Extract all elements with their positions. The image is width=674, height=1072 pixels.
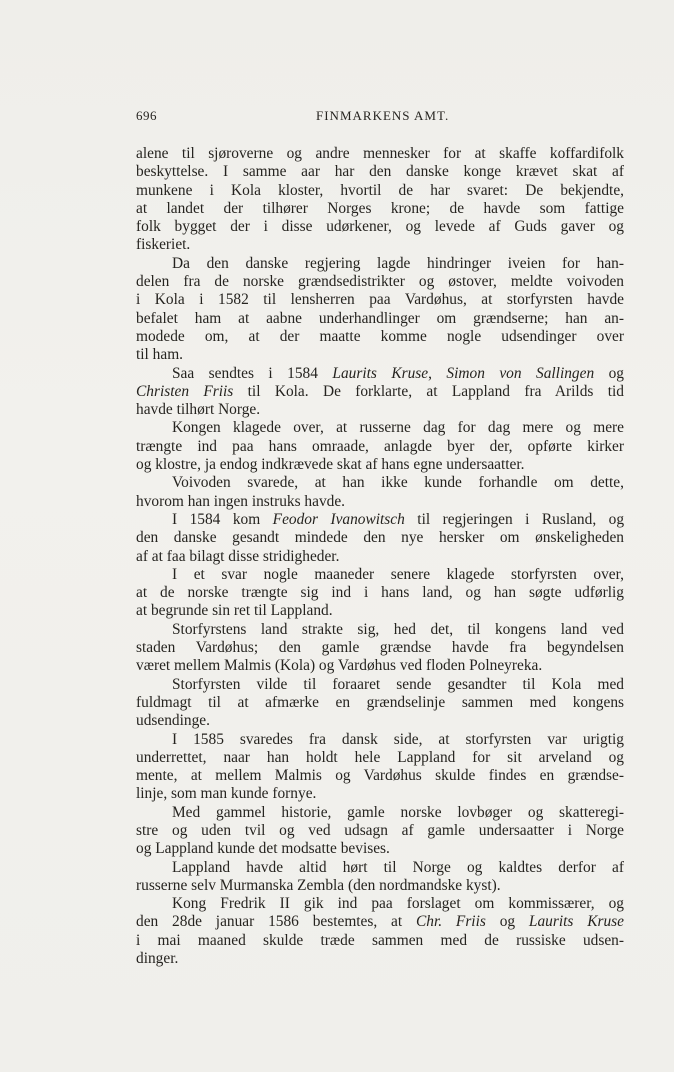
italic-name: Feodor Ivanowitsch bbox=[272, 510, 405, 528]
text-line bbox=[136, 291, 624, 309]
paragraph bbox=[136, 731, 624, 804]
text-segment: af at faa bilagt disse stridigheder. bbox=[136, 547, 340, 565]
text-segment: stre og uden tvil og ved udsagn af gamle undersaatter i Norge bbox=[136, 821, 624, 839]
text-segment: delen fra de norske grændsedistrikter og østover, meldte voivoden bbox=[136, 273, 624, 291]
text-line bbox=[136, 511, 624, 529]
text-line bbox=[136, 310, 624, 328]
text-line bbox=[136, 785, 624, 803]
paragraph bbox=[136, 566, 624, 621]
text-line bbox=[136, 346, 624, 364]
text-line bbox=[136, 749, 624, 767]
text-line bbox=[136, 438, 624, 456]
text-segment: fuldmagt til at afmærke en grændselinje sammen med kongens bbox=[136, 693, 624, 711]
text-segment: staden Vardøhus; den gamle grændse havde fra begyndelsen bbox=[136, 639, 624, 657]
text-segment: linje, som man kunde fornye. bbox=[136, 785, 317, 803]
paragraph bbox=[136, 859, 624, 896]
text-line bbox=[136, 182, 624, 200]
text-line bbox=[136, 218, 624, 236]
text-segment: at begrunde sin ret til Lappland. bbox=[136, 602, 333, 620]
text-line bbox=[136, 657, 624, 675]
text-line bbox=[136, 566, 624, 584]
body-text bbox=[136, 145, 624, 968]
text-segment: og bbox=[485, 913, 529, 931]
paragraph bbox=[136, 255, 624, 365]
text-segment: havde tilhørt Norge. bbox=[136, 401, 261, 419]
text-segment: til Kola. De forklarte, at Lappland fra Arilds tid bbox=[233, 382, 624, 400]
italic-name: Chr. Friis bbox=[416, 913, 486, 931]
text-line bbox=[136, 913, 624, 931]
text-segment: Lappland havde altid hørt til Norge og kaldtes derfor af bbox=[172, 858, 624, 876]
text-segment: Med gammel historie, gamle norske lovbøger og skatteregi- bbox=[172, 803, 624, 821]
text-segment: I et svar nogle maaneder senere klagede storfyrsten over, bbox=[172, 565, 624, 583]
text-line bbox=[136, 731, 624, 749]
text-segment: været mellem Malmis (Kola) og Vardøhus ved floden Polneyreka. bbox=[136, 657, 543, 675]
text-line bbox=[136, 822, 624, 840]
paragraph bbox=[136, 895, 624, 968]
text-segment: Storfyrstens land strakte sig, hed det, til kongens land ved bbox=[172, 620, 624, 638]
text-line bbox=[136, 895, 624, 913]
text-segment: fiskeriet. bbox=[136, 236, 191, 254]
text-segment: at de norske trængte sig ind i hans land, og han søgte udførlig bbox=[136, 584, 624, 602]
text-segment: at landet der tilhører Norges krone; de havde som fattige bbox=[136, 199, 624, 217]
text-segment: i mai maaned skulde træde sammen med de russiske udsen- bbox=[136, 931, 624, 949]
text-line bbox=[136, 236, 624, 254]
text-line bbox=[136, 474, 624, 492]
text-segment: til ham. bbox=[136, 346, 184, 364]
text-line bbox=[136, 694, 624, 712]
text-line bbox=[136, 676, 624, 694]
text-segment: folk bygget der i disse udørkener, og levede af Guds gaver og bbox=[136, 218, 624, 236]
page-header bbox=[136, 108, 624, 128]
text-line bbox=[136, 200, 624, 218]
italic-name: Laurits Kruse bbox=[332, 364, 429, 382]
italic-name: Laurits Kruse bbox=[528, 913, 625, 931]
text-segment: I 1584 kom bbox=[172, 510, 273, 528]
text-segment: dinger. bbox=[136, 950, 179, 968]
text-line bbox=[136, 950, 624, 968]
text-segment: i Kola i 1582 til lensherren paa Vardøhus, at storfyrsten havde bbox=[136, 291, 624, 309]
text-line bbox=[136, 255, 624, 273]
paragraph bbox=[136, 511, 624, 566]
text-segment: Saa sendtes i 1584 bbox=[172, 364, 333, 382]
running-title: FINMARKENS AMT. bbox=[316, 108, 450, 123]
text-segment: og Lappland kunde det modsatte bevises. bbox=[136, 840, 390, 858]
text-line bbox=[136, 859, 624, 877]
text-segment: Storfyrsten vilde til foraaret sende gesandter til Kola med bbox=[172, 675, 624, 693]
text-segment: hvorom han ingen instruks havde. bbox=[136, 492, 346, 510]
text-segment: I 1585 svaredes fra dansk side, at storfyrsten var urigtig bbox=[172, 730, 624, 748]
text-segment: mente, at mellem Malmis og Vardøhus skulde findes en grændse- bbox=[136, 767, 624, 785]
page-number: 696 bbox=[136, 108, 157, 123]
paragraph bbox=[136, 804, 624, 859]
text-segment: Kongen klagede over, at russerne dag for dag mere og mere bbox=[172, 419, 624, 437]
text-segment: trængte ind paa hans omraade, anlagde byer der, opførte kirker bbox=[136, 437, 624, 455]
text-line bbox=[136, 932, 624, 950]
italic-name: Christen Friis bbox=[136, 382, 234, 400]
text-line bbox=[136, 383, 624, 401]
text-line bbox=[136, 456, 624, 474]
text-segment: alene til sjøroverne og andre mennesker for at skaffe koffardifolk bbox=[136, 145, 624, 162]
text-line bbox=[136, 840, 624, 858]
text-line bbox=[136, 145, 624, 163]
text-line bbox=[136, 328, 624, 346]
paragraph bbox=[136, 676, 624, 731]
text-segment: Kong Fredrik II gik ind paa forslaget om kommissærer, og bbox=[172, 895, 624, 913]
text-line bbox=[136, 163, 624, 181]
text-segment: russerne selv Murmanska Zembla (den nordmandske kyst). bbox=[136, 876, 501, 894]
text-line bbox=[136, 419, 624, 437]
italic-name: Simon von Sallingen bbox=[446, 364, 595, 382]
text-line bbox=[136, 493, 624, 511]
text-line bbox=[136, 639, 624, 657]
text-segment: befalet ham at aabne underhandlinger om grændserne; han an- bbox=[136, 309, 624, 327]
paragraph bbox=[136, 621, 624, 676]
text-segment: modede om, at der maatte komme nogle udsendinger over bbox=[136, 327, 624, 345]
text-segment: beskyttelse. I samme aar har den danske konge krævet skat af bbox=[136, 163, 624, 181]
text-line bbox=[136, 548, 624, 566]
text-segment: til regjeringen i Rusland, og bbox=[404, 510, 625, 528]
paragraph bbox=[136, 419, 624, 474]
text-segment: underrettet, naar han holdt hele Lappland for sit arveland og bbox=[136, 748, 624, 766]
text-line bbox=[136, 712, 624, 730]
text-segment: udsendinge. bbox=[136, 712, 210, 730]
text-segment: Voivoden svarede, at han ikke kunde forhandle om dette, bbox=[172, 474, 624, 492]
text-line bbox=[136, 584, 624, 602]
paragraph bbox=[136, 365, 624, 420]
text-line bbox=[136, 529, 624, 547]
text-line bbox=[136, 621, 624, 639]
text-segment: den danske gesandt mindede den nye hersker om ønskeligheden bbox=[136, 529, 624, 547]
text-line bbox=[136, 877, 624, 895]
text-line bbox=[136, 804, 624, 822]
text-segment: munkene i Kola kloster, hvortil de har svaret: De bekjendte, bbox=[136, 181, 624, 199]
text-line bbox=[136, 602, 624, 620]
text-line bbox=[136, 401, 624, 419]
paragraph bbox=[136, 145, 624, 255]
text-segment: og bbox=[594, 364, 624, 382]
text-line bbox=[136, 273, 624, 291]
text-line bbox=[136, 767, 624, 785]
paragraph bbox=[136, 474, 624, 511]
text-segment: og klostre, ja endog indkrævede skat af hans egne undersaatter. bbox=[136, 456, 525, 474]
text-segment: Da den danske regjering lagde hindringer iveien for han- bbox=[172, 254, 624, 272]
text-segment: den 28de januar 1586 bestemtes, at bbox=[136, 913, 416, 931]
text-line bbox=[136, 365, 624, 383]
text-segment: , bbox=[428, 364, 447, 382]
